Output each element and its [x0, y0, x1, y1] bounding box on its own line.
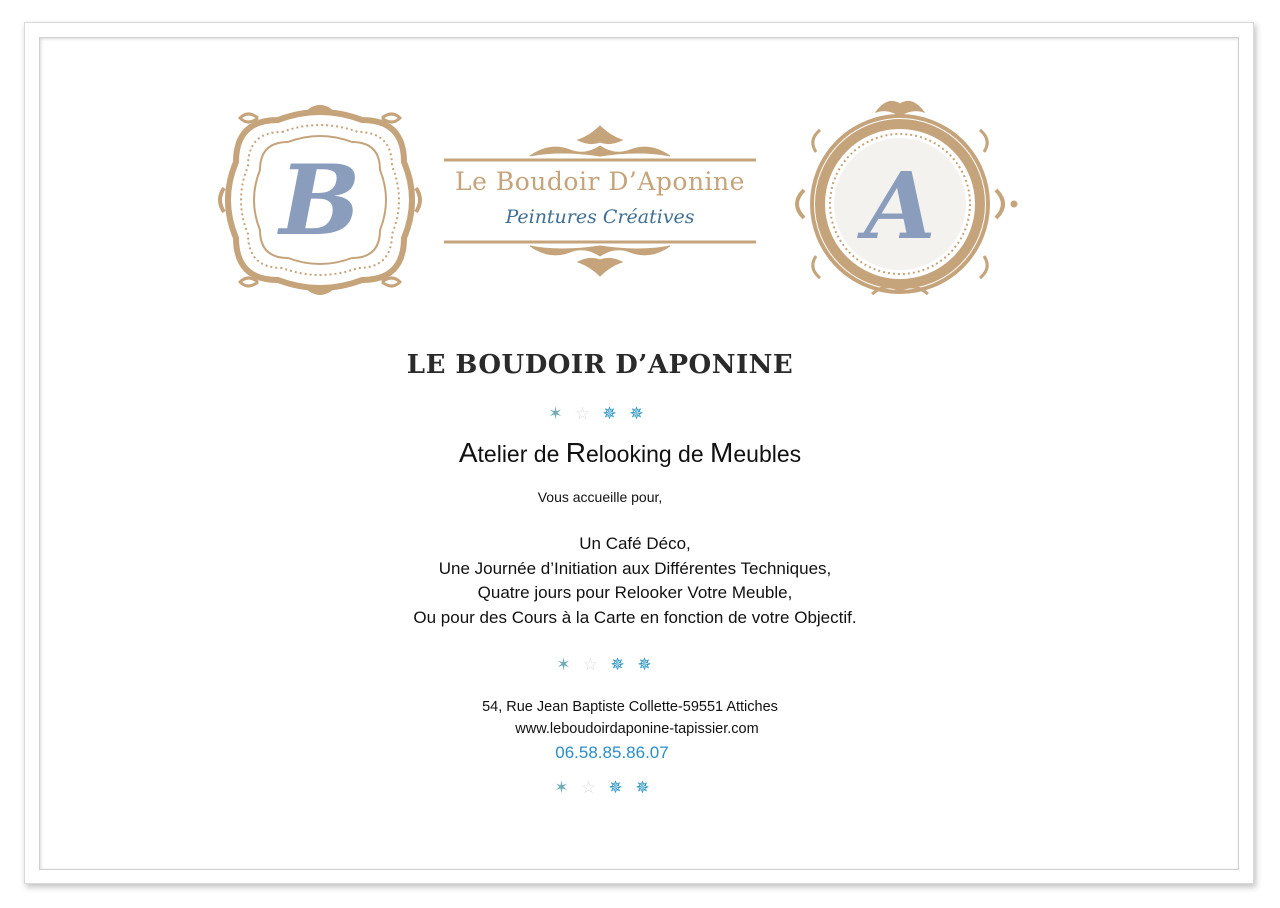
- star-icon: ☆: [574, 404, 591, 424]
- star-divider: [536, 404, 656, 424]
- star-divider: [542, 778, 662, 798]
- offer-item: Un Café Déco,: [579, 534, 691, 553]
- offer-item: Une Journée d’Initiation aux Différentes Techniques,: [438, 558, 832, 578]
- nameplate-ornament: [440, 120, 760, 282]
- star-icon: ✵: [610, 655, 625, 675]
- star-icon: ✵: [635, 778, 650, 798]
- subheading-word: eubles: [733, 441, 802, 467]
- offer-item: Quatre jours pour Relooker Votre Meuble,: [477, 583, 793, 602]
- website-link[interactable]: www.leboudoirdaponine-tapissier.com: [515, 721, 759, 737]
- star-icon: ✶: [554, 778, 569, 798]
- monogram-b-logo: [218, 102, 422, 298]
- cap-letter: M: [710, 437, 734, 468]
- monogram-a-logo: [780, 90, 1020, 300]
- star-icon: ✵: [637, 655, 652, 675]
- star-icon: ☆: [580, 778, 597, 798]
- star-icon: ✵: [629, 404, 644, 424]
- star-icon: ✶: [556, 655, 571, 675]
- cap-letter: A: [458, 437, 478, 468]
- logo-title: Le Boudoir D’Aponine: [455, 167, 745, 196]
- cap-letter: R: [565, 437, 586, 468]
- subheading-word: elooking de: [585, 441, 711, 467]
- star-icon: ✵: [608, 778, 623, 798]
- monogram-b-letter: B: [279, 144, 361, 257]
- page-title: LE BOUDOIR D’APONINE: [406, 350, 794, 380]
- star-icon: ☆: [582, 655, 599, 675]
- monogram-a-letter: A: [864, 152, 936, 260]
- workshop-subheading: [300, 437, 960, 469]
- phone-number[interactable]: 06.58.85.86.07: [555, 743, 669, 762]
- star-divider: [544, 655, 664, 675]
- welcome-text: Vous accueille pour,: [537, 489, 663, 505]
- subheading-word: telier de: [477, 441, 566, 467]
- offer-item: Ou pour des Cours à la Carte en fonction de votre Objectif.: [413, 607, 857, 627]
- star-icon: ✵: [602, 404, 617, 424]
- star-icon: ✶: [548, 404, 563, 424]
- offers-list: [335, 532, 935, 630]
- logo-subtitle: Peintures Créatives: [505, 206, 695, 228]
- address: 54, Rue Jean Baptiste Collette-59551 Attiches: [482, 699, 778, 715]
